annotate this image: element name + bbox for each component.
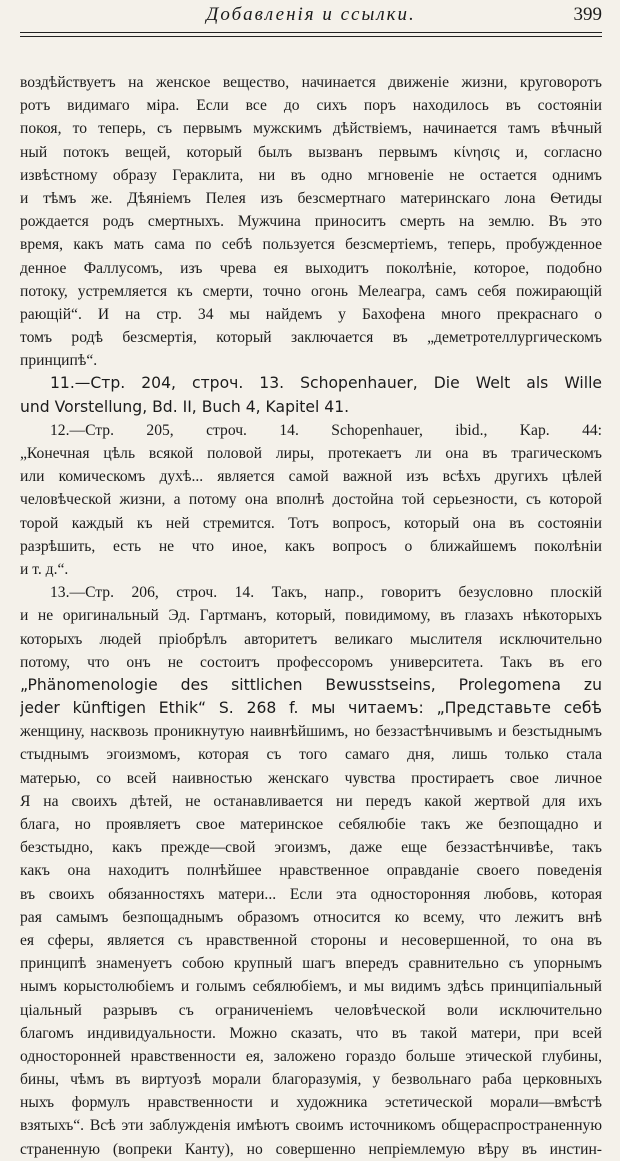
- text-line: 12.—Стр. 205, строч. 14. Schopenhauer, ibid., Kap. 44:: [50, 421, 602, 439]
- running-title: Добавленія и ссылки.: [206, 4, 416, 25]
- header-rule-thin: [20, 36, 602, 37]
- body-text: [20, 71, 602, 1161]
- text-line: покоя, то теперь, съ первымъ мужскимъ дѣйствіемъ, начинается тамъ вѣчный: [20, 120, 602, 138]
- text-line: und Vorstellung, Bd. II, Buch 4, Kapitel 41.: [20, 397, 350, 416]
- text-line: страненную (вопреки Канту), но совершенно непріемлемую вѣру въ инстин-: [20, 1140, 602, 1158]
- text-line: воздѣйствуетъ на женское вещество, начинается движеніе жизни, круговоротъ: [20, 74, 602, 91]
- text-line: 13.—Стр. 206, строч. 14. Такъ, напр., говоритъ безусловно плоскій: [50, 584, 602, 602]
- text-line: „Phänomenologie des sittlichen Bewusstseins, Prolegomena zu: [20, 675, 602, 694]
- text-line: денное Фаллусомъ, изъ чрева ея выходитъ поколѣніе, которое, подобно: [20, 259, 602, 277]
- text-line: какъ она находитъ полнѣйшее нравственное оправданіе своего поведенія: [20, 862, 602, 880]
- text-line: принципѣ“.: [20, 352, 98, 370]
- text-line: человѣческой жизни, а потому она вполнѣ достойна той серьезности, съ которой: [20, 491, 602, 509]
- text-line: благомъ индивидуальности. Можно сказать, что въ такой матери, при всей: [20, 1024, 602, 1042]
- text-line: „Конечная цѣль всякой половой лиры, протекаетъ ли она въ трагическомъ: [20, 445, 602, 462]
- text-line: ный потокъ вещей, который былъ вызванъ первымъ κίνησις и, согласно: [20, 143, 602, 161]
- page-header: [20, 0, 602, 30]
- text-line: стыднымъ эгоизмомъ, которая съ того самаго дня, лишь только стала: [20, 746, 602, 764]
- text-line: время, какъ мать сама по себѣ пользуется безсмертіемъ, теперь, пробужденное: [20, 236, 602, 254]
- text-line: Я на своихъ дѣтей, не останавливается ни передъ какой жертвой для ихъ: [20, 792, 602, 810]
- text-line: 11.—Стр. 204, строч. 13. Schopenhauer, Die Welt als Wille: [50, 374, 602, 393]
- text-line: блага, но проявляетъ свое материнское себялюбіе такъ же безпощадно и: [20, 816, 602, 833]
- text-line: и тѣмъ же. Дѣяніемъ Пелея изъ безсмертнаго материнскаго лона Ѳетиды: [20, 189, 602, 207]
- text-line: разрѣшить, есть не что иное, какъ вопросъ о ближайшемъ поколѣніи: [20, 537, 602, 555]
- text-line: ротъ видимаго міра. Если все до сихъ поръ находилось въ состояніи: [20, 97, 602, 115]
- text-line: взятыхъ“. Всѣ эти заблужденія имѣютъ своимъ источникомъ общераспространенную: [20, 1117, 602, 1135]
- text-line: и не оригинальный Эд. Гартманъ, который, повидимому, въ глазахъ нѣкоторыхъ: [20, 607, 602, 625]
- text-line: jeder künftigen Ethik“ S. 268 f. мы читаемъ: „Представьте себѣ: [20, 699, 602, 718]
- header-rule: [20, 32, 602, 33]
- text-line: и т. д.“.: [20, 560, 69, 578]
- text-line: потоку, устремляется къ смерти, точно огонь Мелеагра, самъ себя пожирающій: [20, 282, 602, 300]
- text-line: томъ родѣ безсмертія, который заключается въ „деметротеллургическомъ: [20, 329, 602, 347]
- text-line: рождается родъ смертныхъ. Мужчина приноситъ смерть на землю. Въ это: [20, 213, 602, 231]
- text-line: ныхъ формулъ нравственности и художника эстетической морали—вмѣстѣ: [20, 1094, 602, 1112]
- text-line: женщину, насквозь проникнутую наивнѣйшимъ, но беззастѣнчивымъ и безстыднымъ: [20, 723, 602, 741]
- text-line: извѣстному образу Гераклита, ни въ одно мгновеніе не остается однимъ: [20, 166, 602, 184]
- text-line: рающій“. И на стр. 34 мы найдемъ у Бахофена много прекраснаго о: [20, 305, 602, 323]
- text-line: односторонней нравственности ея, заложено гораздо больше этической глубины,: [20, 1047, 602, 1065]
- text-line: бины, чѣмъ въ виртуозѣ морали благоразумія, у безвольнаго раба церковныхъ: [20, 1071, 602, 1089]
- text-line: принципѣ знаменуетъ собою крупный шагъ впередъ сравнительно съ упорнымъ: [20, 955, 602, 973]
- text-line: потому, что онъ не состоитъ профессоромъ университета. Такъ въ его: [20, 653, 602, 671]
- page-number: 399: [573, 4, 602, 25]
- text-line: которыхъ людей пріобрѣлъ авторитетъ великаго мыслителя исключительно: [20, 630, 602, 648]
- text-line: ціальный разрывъ съ ограниченіемъ человѣческой воли исключительно: [20, 1001, 602, 1019]
- text-line: рая самымъ безпощаднымъ образомъ относится ко всему, что лежитъ внѣ: [20, 908, 602, 926]
- text-line: или комическомъ духѣ... является самой важной изъ всѣхъ другихъ цѣлей: [20, 468, 602, 486]
- text-line: торой каждый къ ней стремится. Тотъ вопросъ, который она въ состояніи: [20, 514, 602, 532]
- text-line: нымъ корыстолюбіемъ и голымъ себялюбіемъ, и мы видимъ здѣсь принципіальный: [20, 978, 602, 996]
- text-line: безстыдно, какъ прежде—свой эгоизмъ, даже еще беззастѣнчивѣе, такъ: [20, 839, 602, 857]
- text-line: ея сферы, является съ нравственной стороны и несовершенной, то она въ: [20, 931, 602, 949]
- text-line: матерью, со всей наивностью женскаго чувства простираетъ свое личное: [20, 769, 602, 787]
- text-line: въ своихъ обязанностяхъ матери... Если эта односторонняя любовь, которая: [20, 885, 602, 903]
